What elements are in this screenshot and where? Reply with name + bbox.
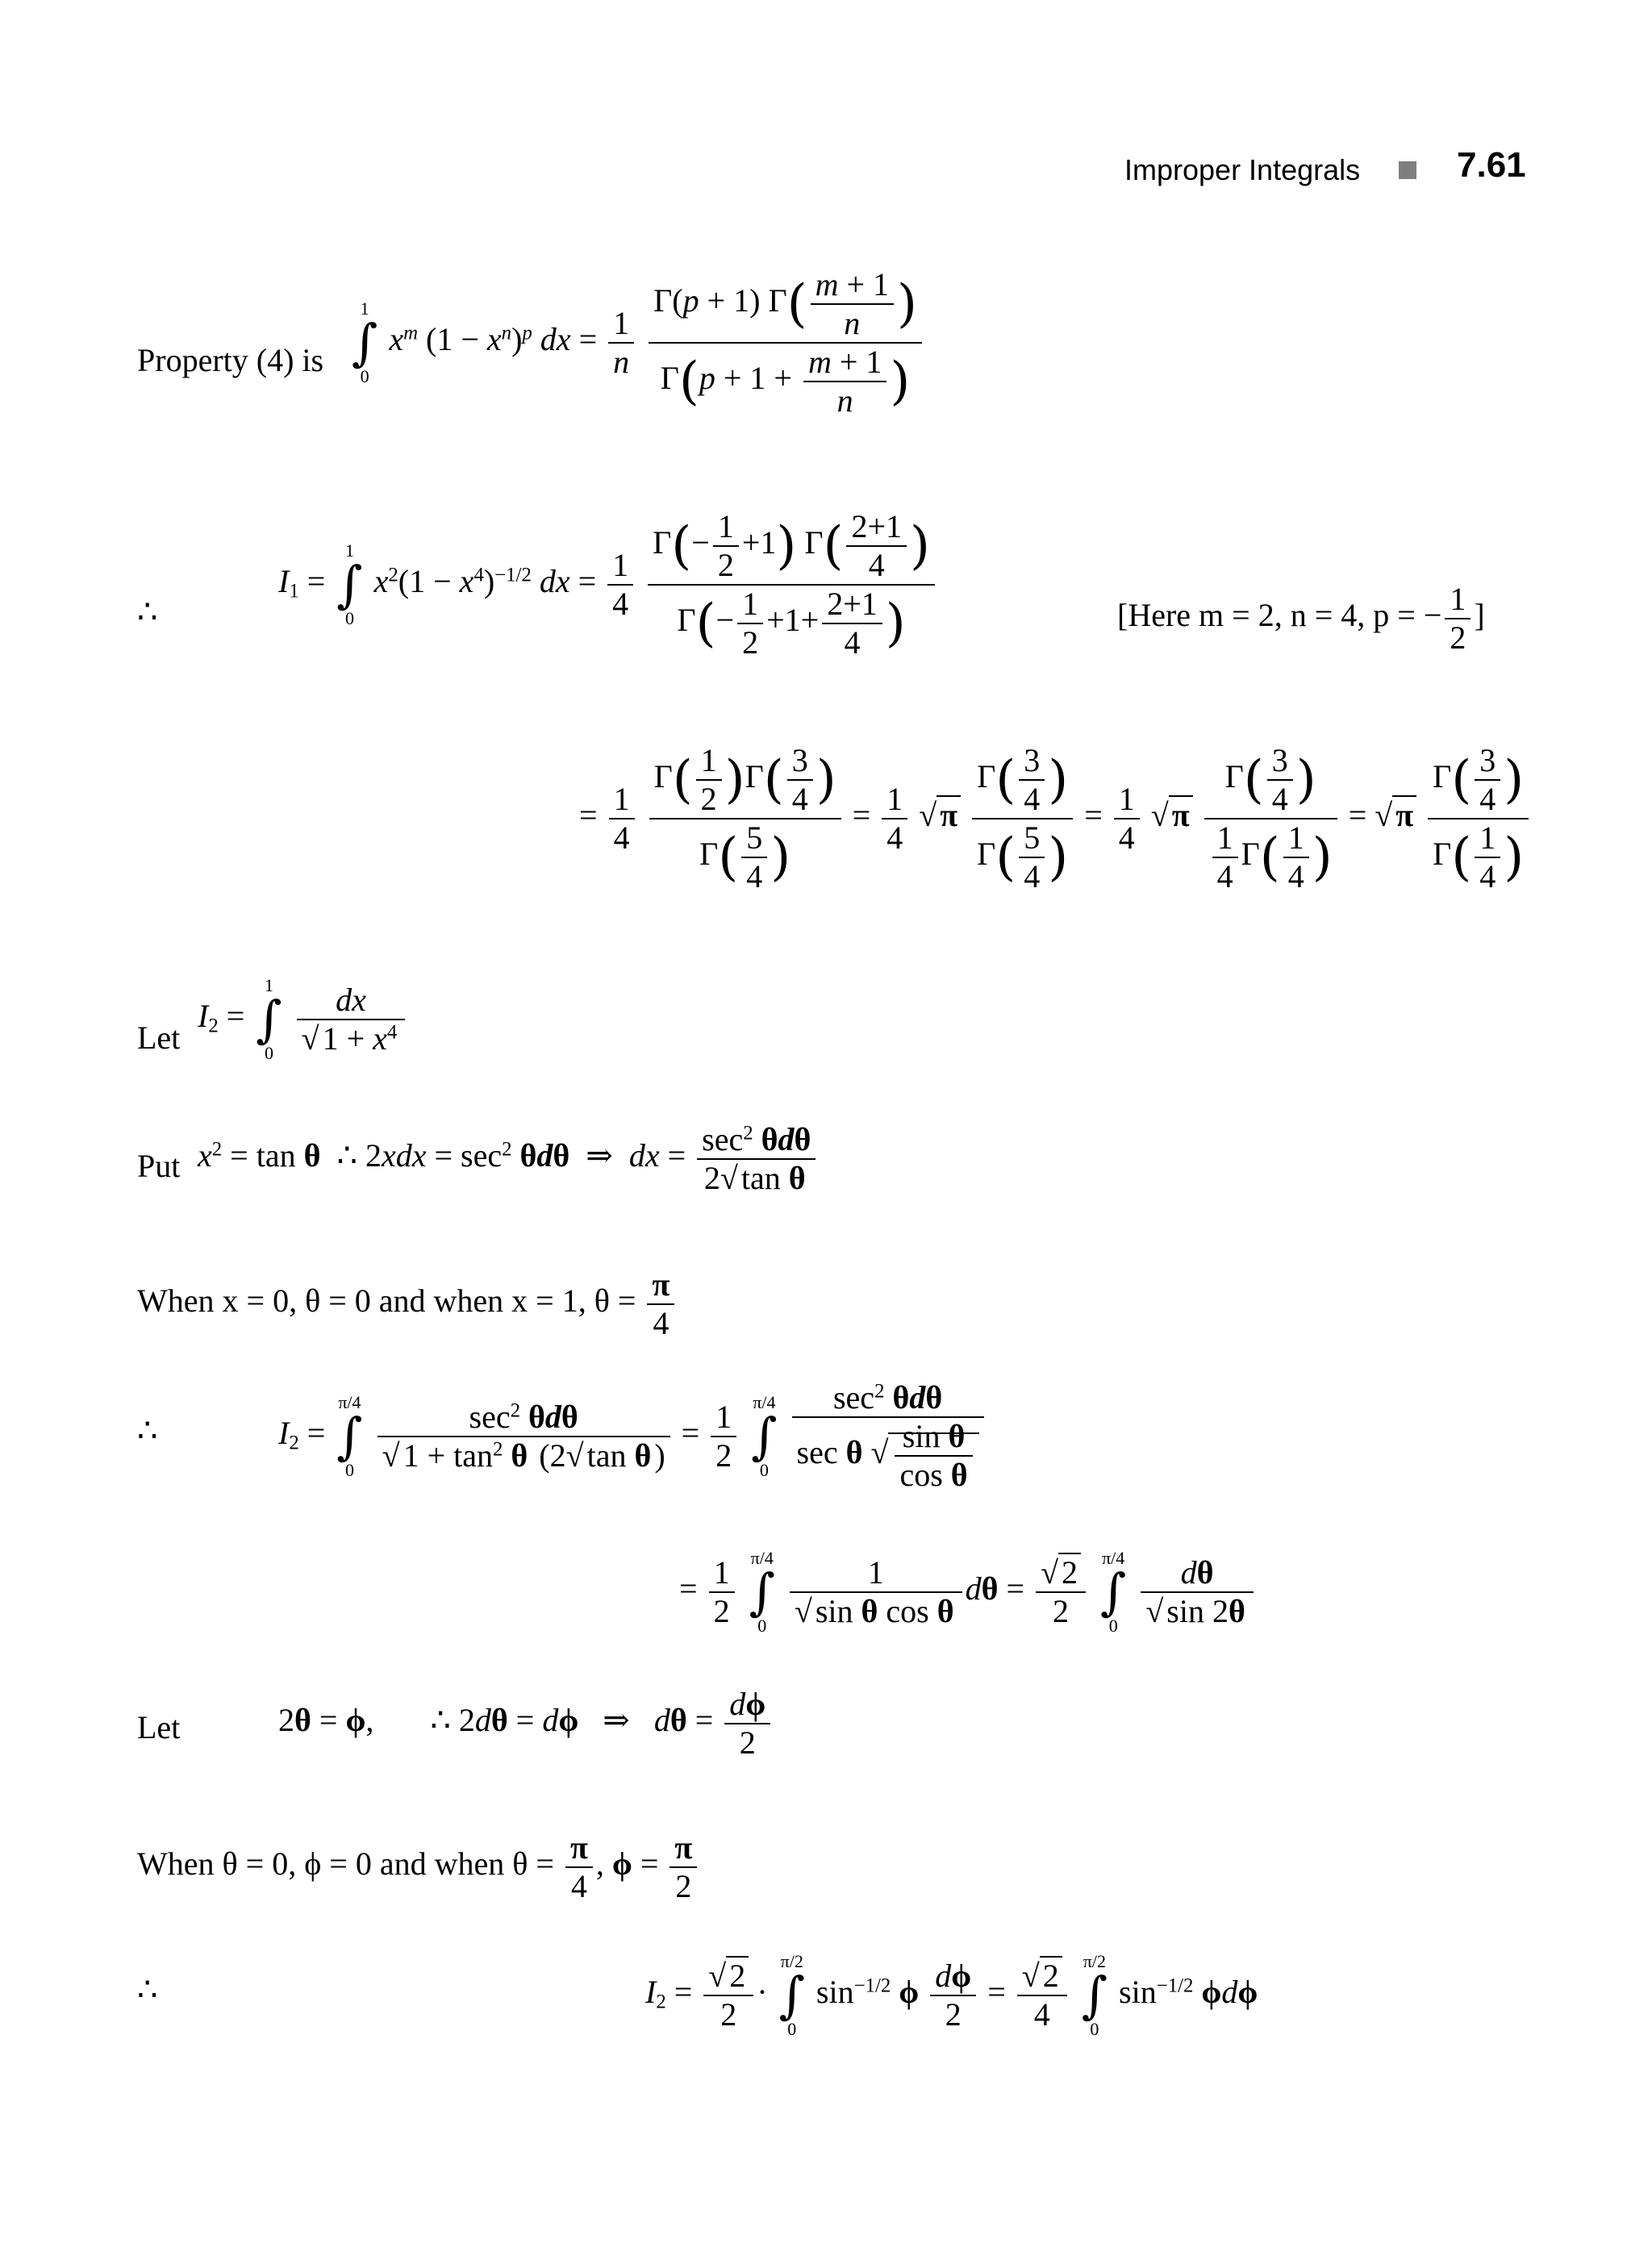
- therefore-symbol-2: ∴: [137, 1412, 158, 1449]
- here-note: [Here m = 2, n = 4, p = − $\frac{1}{2}$ ]: [1117, 581, 1485, 656]
- substitution-formula: $x^2 = \tan \theta$ ∴ $2xdx = \sec^2 \theta d\theta$ ⇒ dx = $\frac{\sec^2 \theta d\theta}{\text{2√ tan θ}}$: [198, 1121, 819, 1197]
- put-label: Put: [137, 1148, 181, 1184]
- therefore-symbol-3: ∴: [137, 1971, 158, 2008]
- gamma-simplification: = $\frac{1}{4}$ Γ( $\frac{1}{2}$ )Γ( $\frac{3}{4}$ ) Γ( $\frac{5}{4}$ ) = $\frac{1}{4}$ √ π Γ( $\frac{3}{4}$ ) Γ( $\frac{5}{4}$ ) = $\frac{1}{4}$ √ π Γ( $\frac{3}{4}$ ) $\frac{1}{4}$ Γ( $\frac{1}{4}$ ) = √ π Γ( $\frac{3}{4}$ ) Γ( $\frac{1}{4}$ ): [579, 742, 1532, 895]
- limits-statement-1: When x = 0, θ = 0 and when x = 1, θ = $\frac{\pi}{4}$: [137, 1266, 678, 1342]
- therefore-symbol-1: ∴: [137, 594, 158, 630]
- header-marker-square: [1399, 161, 1416, 179]
- i2-definition: $I_2$ = 1 ∫ 0 $\frac{dx}{√ 1 + x^4}$: [198, 976, 408, 1063]
- i2-final: $I_2$ = $\frac{√ 2}{2}$ · π/2 ∫ 0 $\sin^{-1/2} \phi$ $\frac{d\phi}{2}$ = $\frac{√ 2}{4}$ π/2 ∫ 0 $\sin^{-1/2} \phi d\phi$: [645, 1951, 1258, 2039]
- property-formula: 1 ∫ 0 $x^m$ $(1 - x^n)^p$ dx = $\frac{1}{n}$ Γ(p + 1) Γ( $\frac{m + 1}{n}$ ) Γ(p + 1 + $\frac{m + 1}{n}$ ): [348, 266, 925, 419]
- page-number: 7.61: [1457, 145, 1526, 185]
- i2-transform-step2: = $\frac{1}{2}$ π/4 ∫ 0 $\frac{1}{\text{√ sin θ cos θ}}$ dθ = $\frac{√ 2}{2}$ π/4 ∫ 0 $\frac{d\theta}{√ \sin 2\theta}$: [679, 1549, 1257, 1636]
- running-title: Improper Integrals: [1124, 153, 1361, 186]
- property-label: Property (4) is: [137, 342, 324, 378]
- let-label-1: Let: [137, 1020, 181, 1056]
- limits-statement-2: When θ = 0, ϕ = 0 and when θ = $\frac{\pi}{4}$ , ϕ = $\frac{\pi}{2}$: [137, 1829, 700, 1905]
- phi-substitution: 2θ = ϕ, ∴ 2dθ = dϕ ⇒ dθ = $\frac{d\phi}{2}$: [278, 1686, 774, 1762]
- i2-transform-step1: $I_2$ = π/4 ∫ 0 $\frac{\sec^2 \theta d\theta}{√ 1 + \tan^2 \theta (2√ \tan \theta )}$ = $\frac{1}{2}$ π/4 ∫ 0 $\sec^2 \theta d\theta$ sec θ √ $\frac{\text{sin θ}}{\text{cos θ}}$: [278, 1379, 987, 1494]
- let-label-2: Let: [137, 1709, 181, 1745]
- i1-formula: $I_1$ = 1 ∫ 0 $x^2(1 - x^4)^{-1/2}$ dx = $\frac{1}{4}$ Γ(− $\frac{1}{2}$ +1) Γ( $\frac{2+1}{4}$ ) Γ(− $\frac{1}{2}$ +1+ $\frac{2+1}{4}$ ): [278, 508, 938, 661]
